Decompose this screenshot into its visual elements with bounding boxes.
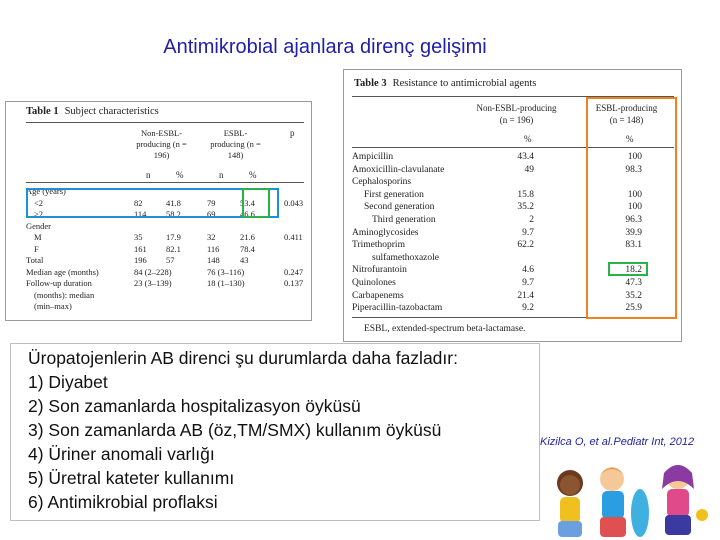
risk-factor-item: 1) Diyabet: [28, 372, 108, 392]
table1-row-label: Median age (months): [26, 266, 99, 277]
table1-row-label: (months): median: [34, 289, 95, 300]
table3-cell: 15.8: [517, 189, 534, 200]
risk-factor-item: 5) Üretral kateter kullanımı: [28, 468, 235, 488]
table3-cell: 35.2: [625, 290, 642, 301]
table3-cell: 39.9: [625, 227, 642, 238]
risk-factor-item: 3) Son zamanlarda AB (öz,TM/SMX) kullanım öyküsü: [28, 420, 442, 440]
table1-row-label: Follow-up duration: [26, 278, 92, 288]
table1-image: [5, 101, 312, 321]
citation: Kizilca O, et al.Pediatr Int, 2012: [540, 436, 695, 448]
children-illustration: [540, 455, 720, 540]
table1-title: Subject characteristics: [64, 106, 159, 117]
table3-cell: 100: [627, 202, 642, 213]
table3-cell: 9.7: [522, 278, 534, 288]
table1-cell: 82.1: [166, 243, 181, 254]
table1-cell: 35: [134, 232, 143, 242]
table1-n2: n: [219, 170, 224, 180]
table3-label: Table 3: [354, 78, 387, 89]
table3-row-label: First generation: [364, 189, 424, 200]
risk-factor-item: 4) Üriner anomali varlığı: [28, 444, 215, 464]
table3-row-label: Amoxicillin-clavulanate: [352, 164, 445, 175]
table3-cell: 96.3: [625, 215, 642, 225]
table3-cell: 21.4: [517, 290, 534, 301]
table1-row-label: >2: [34, 209, 44, 219]
table1-cell: 57: [166, 255, 175, 265]
table3-row-label: Piperacillin-tazobactam: [352, 303, 443, 314]
table3-row-label: Third generation: [372, 215, 436, 225]
table1-cell: 76 (3–116): [207, 266, 245, 277]
table1-caption: [26, 106, 159, 117]
table1-cell: 43: [240, 255, 249, 265]
table1-cell: 46.6: [240, 209, 255, 219]
table1-col1-header: Non-ESBL-producing (n = 196): [136, 128, 187, 160]
table3-row-label: Quinolones: [352, 278, 396, 288]
table1-row-label: Gender: [26, 220, 52, 231]
table1-cell: 114: [134, 209, 147, 219]
table3-col2-header-a: ESBL-producing: [595, 103, 658, 113]
table3-cell: 47.3: [625, 278, 642, 288]
table1-pct1: %: [176, 170, 184, 180]
table3-pct2: %: [626, 134, 634, 144]
table1-cell: 58.2: [166, 209, 181, 219]
table1-row-label: Age (years): [26, 186, 66, 196]
table3-cell: 18.2: [625, 265, 642, 276]
table3-cell: 62.2: [517, 240, 534, 251]
table1-label: Table 1: [26, 106, 59, 117]
table3-cell: 100: [627, 152, 642, 162]
table1-pct2: %: [249, 170, 257, 180]
table1-cell: 116: [207, 243, 220, 254]
table1-cell: 161: [134, 243, 147, 254]
table1-cell: 32: [207, 232, 216, 242]
table3-row-label: Nitrofurantoin: [352, 265, 407, 276]
table1-cell: 0.043: [284, 197, 304, 208]
table1-cell: 41.8: [166, 197, 181, 208]
table3-cell: 9.2: [522, 303, 534, 314]
table1-cell: 84 (2–228): [134, 266, 172, 277]
table3-footnote: ESBL, extended-spectrum beta-lactamase.: [364, 324, 526, 334]
table3-col1-header-a: Non-ESBL-producing: [476, 103, 557, 113]
table3-cell: 49: [524, 164, 534, 175]
table1-row-label: (min–max): [34, 301, 72, 311]
table3-row-label: Ampicillin: [352, 152, 394, 162]
table3-cell: 9.7: [522, 227, 534, 238]
table1-cell: 23 (3–139): [134, 278, 172, 288]
table1-row-label: F: [34, 243, 39, 254]
table1-cell: 53.4: [240, 197, 255, 208]
table3-row-label: Cephalosporins: [352, 177, 412, 188]
table3-cell: 83.1: [625, 240, 642, 251]
risk-factor-item: 6) Antimikrobial proflaksi: [28, 492, 218, 512]
table3-col1-header-b: (n = 196): [499, 115, 534, 125]
table1-n1: n: [146, 170, 151, 180]
table1-row-label: Total: [26, 255, 44, 265]
highlight-green: [608, 262, 648, 276]
table1-row-label: <2: [34, 197, 44, 208]
table3-cell: 25.9: [625, 303, 642, 314]
highlight-green-small: [242, 188, 270, 218]
table1-cell: 0.137: [284, 278, 304, 288]
table3-row-label: Second generation: [364, 202, 435, 213]
table1-col3-header: p: [290, 128, 295, 138]
highlight-orange: [586, 97, 677, 319]
table1-cell: 69: [207, 209, 216, 219]
table1-cell: 0.411: [284, 232, 303, 242]
table1-col2-header: ESBL-producing (n = 148): [210, 128, 261, 160]
risk-factors-box: [10, 343, 540, 521]
table1-cell: 21.6: [240, 232, 255, 242]
table3-cell: 98.3: [625, 164, 642, 175]
table3-title: Resistance to antimicrobial agents: [392, 78, 537, 89]
table3-row-label: sulfamethoxazole: [372, 252, 440, 263]
risk-factors-heading: Üropatojenlerin AB direnci şu durumlarda daha fazladır:: [28, 348, 458, 368]
table1-cell: 148: [207, 255, 220, 265]
table3-cell: 100: [627, 189, 642, 200]
table3-row-label: Aminoglycosides: [352, 227, 419, 238]
table1-cell: 17.9: [166, 232, 181, 242]
slide-title: Antimikrobial ajanlara direnç gelişimi: [163, 36, 487, 58]
table3-cell: 2: [529, 215, 534, 225]
table3-row-label: Trimethoprim: [352, 240, 405, 251]
table1-cell: 18 (1–130): [207, 278, 245, 288]
table1-cell: 0.247: [284, 266, 304, 277]
table3-pct1: %: [524, 134, 532, 144]
table3-col2-header-b: (n = 148): [609, 115, 644, 125]
table3-cell: 43.4: [517, 152, 534, 162]
table1-cell: 82: [134, 197, 143, 208]
table3-cell: 4.6: [522, 265, 534, 276]
table1-cell: 196: [134, 255, 147, 265]
table1-cell: 79: [207, 197, 216, 208]
table3-image: [343, 69, 682, 342]
table3-row-label: Carbapenems: [352, 290, 404, 301]
table1-row-label: M: [34, 232, 42, 242]
table3-caption: [354, 78, 536, 89]
table3-cell: 35.2: [517, 202, 534, 213]
risk-factor-item: 2) Son zamanlarda hospitalizasyon öyküsü: [28, 396, 361, 416]
table1-cell: 78.4: [240, 243, 255, 254]
